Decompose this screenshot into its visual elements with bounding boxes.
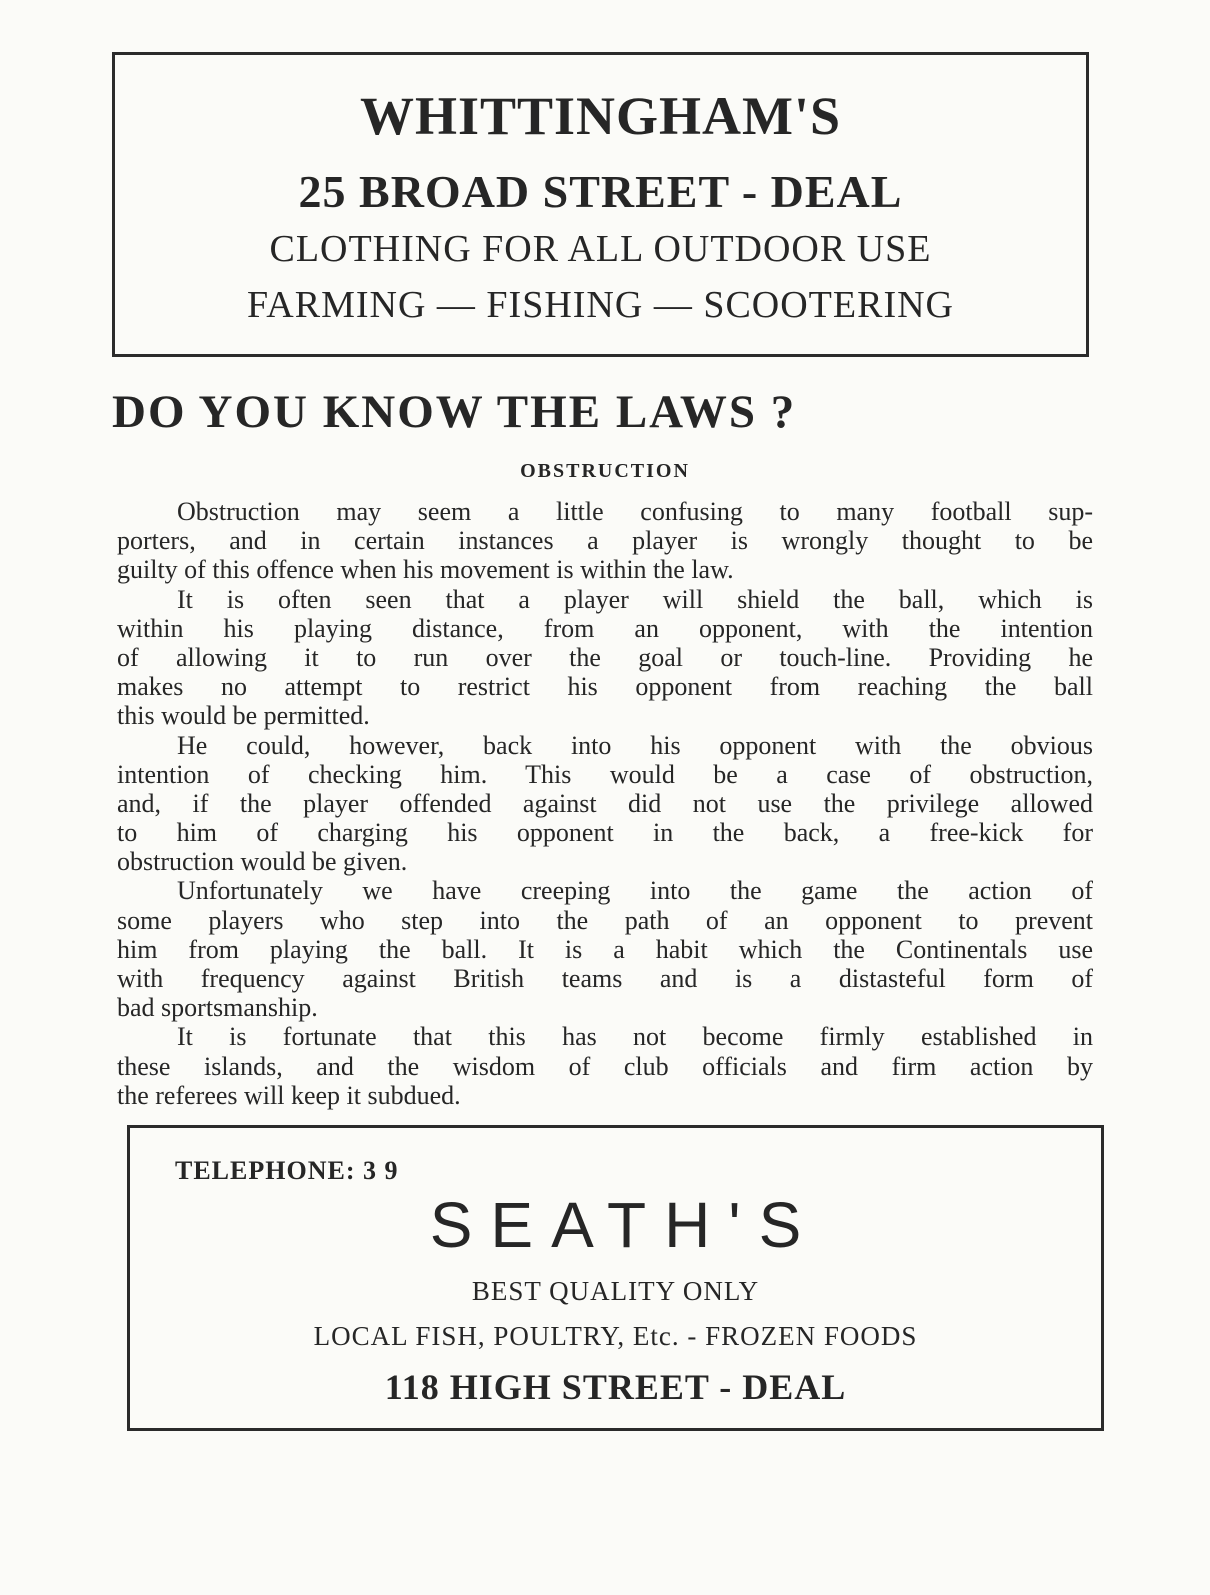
article-body	[117, 497, 1093, 1110]
advert-telephone: TELEPHONE: 3 9	[175, 1156, 399, 1185]
article-headline: DO YOU KNOW THE LAWS ?	[112, 386, 797, 438]
article-line: to him of charging his opponent in the back, a free-kick for	[117, 818, 1093, 848]
article-line: this would be permitted.	[117, 701, 370, 731]
article-line: bad sportsmanship.	[117, 993, 318, 1023]
article-line: him from playing the ball. It is a habit which the Continentals use	[117, 934, 1093, 964]
whittinghams-advert	[112, 52, 1089, 357]
article-line: makes no attempt to restrict his opponent from reaching the ball	[117, 672, 1093, 702]
article-line: guilty of this offence when his movement is within the law.	[117, 555, 734, 585]
article-line: with frequency against British teams and is a distasteful form of	[117, 964, 1093, 993]
article-line: intention of checking him. This would be a case of obstruction,	[117, 759, 1093, 789]
article-line: He could, however, back into his opponent with the obvious	[177, 730, 1093, 760]
article-line: of allowing it to run over the goal or touch-line. Providing he	[117, 642, 1093, 672]
article-line: these islands, and the wisdom of club officials and firm action by	[117, 1051, 1093, 1081]
article-line: It is fortunate that this has not become firmly established in	[177, 1022, 1093, 1052]
article-line: obstruction would be given.	[117, 847, 408, 877]
advert-address: 118 HIGH STREET - DEAL	[384, 1367, 847, 1407]
advert-address: 25 BROAD STREET - DEAL	[298, 166, 903, 217]
article-line: It is often seen that a player will shield the ball, which is	[177, 584, 1093, 614]
advert-products: LOCAL FISH, POULTRY, Etc. - FROZEN FOODS	[313, 1321, 918, 1351]
article-line: Unfortunately we have creeping into the game the action of	[177, 876, 1093, 906]
article-line: porters, and in certain instances a player is wrongly thought to be	[117, 526, 1093, 556]
advert-shop-name: SEATH'S	[429, 1189, 820, 1261]
advert-tagline: CLOTHING FOR ALL OUTDOOR USE	[269, 228, 932, 270]
article-subheading: OBSTRUCTION	[520, 460, 690, 482]
advert-tagline: BEST QUALITY ONLY	[471, 1276, 760, 1306]
article-line: and, if the player offended against did not use the privilege allowed	[117, 788, 1093, 818]
advert-shop-name: WHITTINGHAM'S	[359, 86, 842, 146]
seaths-advert	[127, 1125, 1104, 1431]
article-line: within his playing distance, from an opponent, with the intention	[117, 613, 1093, 643]
article-line: the referees will keep it subdued.	[117, 1080, 461, 1110]
article-line: Obstruction may seem a little confusing to many football sup-	[177, 497, 1093, 526]
article-line: some players who step into the path of an opponent to prevent	[117, 905, 1093, 935]
advert-tagline: FARMING — FISHING — SCOOTERING	[246, 284, 954, 326]
